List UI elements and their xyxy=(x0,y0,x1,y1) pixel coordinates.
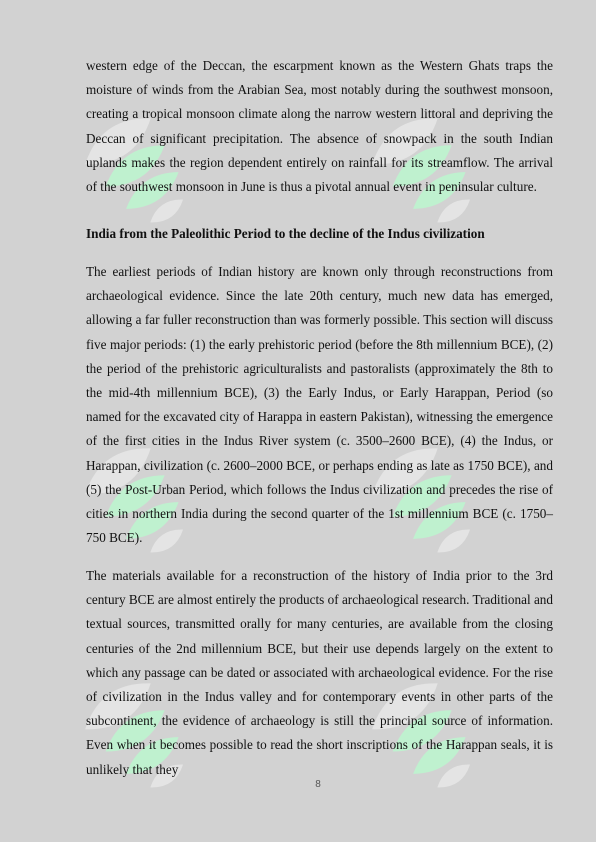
body-paragraph: The earliest periods of Indian history are known only through reconstructions from archaeological evidence. Since the late 20th century, much new data has emerged, allowing a far fuller reconstruction than was formerly possible. This section will discuss five major periods: (1) the early prehistoric period (before the 8th millennium BCE), (2) the period of the prehistoric agriculturalists and pastoralists (approximately the 8th to the mid-4th millennium BCE), (3) the Early Indus, or Early Harappan, Period (so named for the excavated city of Harappa in eastern Pakistan), witnessing the emergence of the first cities in the Indus River system (c. 3500–2600 BCE), (4) the Indus, or Harappan, civilization (c. 2600–2000 BCE, or perhaps ending as late as 1750 BCE), and (5) the Post-Urban Period, which follows the Indus civilization and precedes the rise of cities in northern India during the second quarter of the 1st millennium BCE (c. 1750–750 BCE). xyxy=(86,264,553,546)
section-heading: India from the Paleolithic Period to the decline of the Indus civilization xyxy=(86,226,485,241)
page-number: 8 xyxy=(315,779,321,790)
body-paragraph: western edge of the Deccan, the escarpment known as the Western Ghats traps the moisture of winds from the Arabian Sea, most notably during the southwest monsoon, creating a tropical monsoon climate along the narrow western littoral and depriving the Deccan of significant precipitation. The absence of snowpack in the south Indian uplands makes the region dependent entirely on rainfall for its streamflow. The arrival of the southwest monsoon in June is thus a pivotal annual event in peninsular culture. xyxy=(86,58,553,195)
body-paragraph: The materials available for a reconstruction of the history of India prior to the 3rd century BCE are almost entirely the products of archaeological research. Traditional and textual sources, transmitted orally for many centuries, are available from the closing centuries of the 2nd millennium BCE, but their use depends largely on the extent to which any passage can be dated or associated with archaeological evidence. For the rise of civilization in the Indus valley and for contemporary events in other parts of the subcontinent, the evidence of archaeology is still the principal source of information. Even when it becomes possible to read the short inscriptions of the Harappan seals, it is unlikely that they xyxy=(86,568,553,777)
